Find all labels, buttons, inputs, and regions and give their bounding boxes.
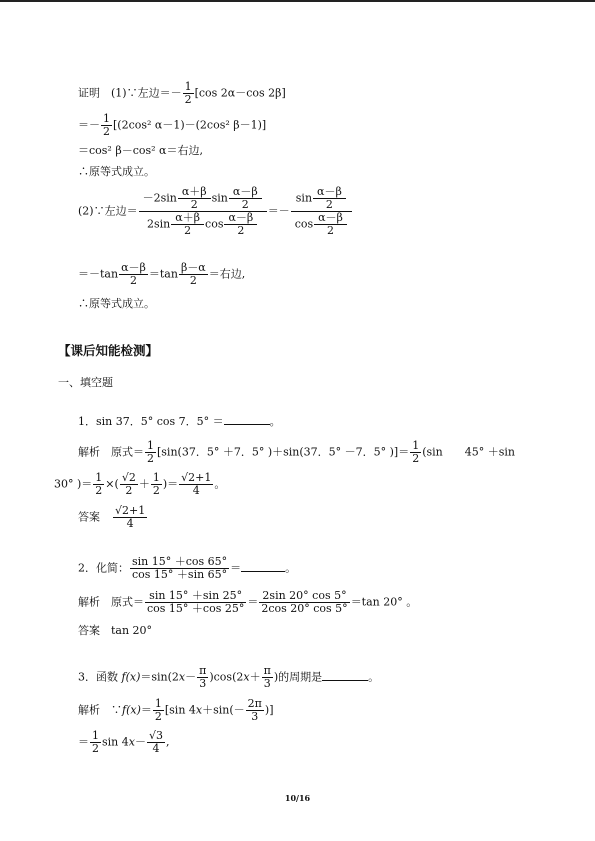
text: ＝: [247, 595, 259, 609]
text: 。: [214, 477, 226, 491]
fraction-half: [153, 698, 164, 723]
fraction-half: [410, 440, 421, 465]
fraction: [178, 186, 211, 211]
denominator: 3: [263, 677, 271, 690]
denominator: 2: [154, 710, 162, 723]
numerator: α＋β: [171, 212, 204, 225]
denominator: 2: [125, 484, 133, 497]
denominator: 2: [129, 274, 137, 287]
text: ＝tan: [148, 267, 178, 281]
denominator: cos 15° ＋cos 25°: [147, 602, 245, 615]
fraction: [313, 186, 346, 211]
numerator: √2+1: [115, 504, 146, 517]
text: 2．化简：: [78, 561, 129, 575]
function-name: f(x): [121, 670, 141, 684]
numerator: sin 15° ＋sin 25°: [145, 590, 246, 603]
text: －: [185, 670, 197, 684]
proof-part-2: [78, 186, 353, 237]
q2-answer: 答案 tan 20°: [78, 624, 153, 637]
text: ＝－: [267, 204, 290, 218]
var-x: x: [243, 670, 250, 684]
denominator: 2: [92, 742, 99, 755]
numerator: 1: [95, 471, 103, 484]
text: cos: [294, 217, 314, 231]
fraction: [119, 262, 148, 287]
fraction: [229, 186, 262, 211]
text: 。: [269, 415, 281, 428]
text: sin: [295, 191, 313, 205]
denominator: 3: [199, 677, 207, 690]
q2-stem: [78, 556, 296, 581]
text: －2sin: [142, 191, 177, 205]
numerator: α－β: [229, 186, 262, 199]
numerator: 2sin 20° cos 5°: [259, 590, 349, 603]
denominator: 4: [192, 484, 200, 497]
denominator: 2: [327, 224, 335, 237]
text: 3．函数: [78, 670, 122, 684]
text: [sin 4: [164, 703, 196, 717]
numerator: 1: [152, 471, 160, 484]
numerator: 1: [103, 112, 110, 125]
fraction-result: [179, 472, 213, 497]
proof-line-3: ＝cos² β－cos² α＝右边,: [78, 144, 203, 157]
big-denominator: [291, 212, 352, 237]
q3-stem: [78, 665, 379, 690]
fraction: [179, 262, 208, 287]
big-denominator: [139, 212, 267, 237]
text: ＝右边,: [208, 267, 246, 281]
numerator: √3: [148, 729, 163, 742]
fraction: [130, 556, 229, 581]
proof-line-2: [78, 113, 266, 138]
text: 2sin: [147, 217, 171, 231]
q3-jiexi: [78, 698, 274, 723]
numerator: 2π: [247, 697, 262, 710]
denominator: 2: [237, 224, 245, 237]
page-number: 10/16: [284, 793, 311, 803]
fraction-answer: [113, 505, 147, 530]
function-name: f(x): [122, 703, 141, 717]
denominator: 2: [412, 452, 420, 465]
text: ＝－tan: [78, 267, 119, 281]
text: [cos 2α－cos 2β]: [194, 86, 286, 100]
fraction-half: [90, 730, 101, 755]
var-x: x: [128, 735, 135, 749]
proof-line-1: [78, 81, 286, 106]
denominator: 2: [189, 274, 197, 287]
fraction: [171, 212, 204, 237]
numerator: 1: [147, 439, 154, 452]
text: cos: [205, 217, 224, 231]
text: ＝: [140, 703, 152, 717]
text: sin 4: [102, 735, 129, 749]
text: 解析 ∵: [78, 703, 122, 717]
numerator: 1: [154, 697, 162, 710]
text: )的周期是: [273, 670, 323, 684]
q1-jiexi: [78, 440, 515, 465]
text: ＝: [78, 735, 89, 749]
fraction-half: [151, 472, 162, 497]
part-title: 一、填空题: [58, 376, 113, 389]
numerator: α－β: [224, 212, 257, 225]
denominator: 2: [325, 198, 333, 211]
numerator: 1: [412, 439, 420, 452]
denominator: 2: [103, 125, 110, 138]
text: 解析 原式＝: [78, 445, 144, 459]
answer-blank: [322, 671, 368, 681]
fraction-pi-over-3: [262, 665, 273, 690]
numerator: √2: [121, 471, 136, 484]
text: ＋sin(－: [202, 703, 245, 717]
fraction-2pi-over-3: [246, 698, 264, 723]
fraction: [314, 212, 347, 237]
denominator: 2: [95, 484, 103, 497]
numerator: α－β: [121, 261, 146, 274]
q1-jiexi-cont: [54, 472, 225, 497]
denominator: 3: [251, 710, 259, 723]
text: ＝tan 20° 。: [350, 595, 418, 609]
proof-tan-line: [78, 262, 245, 287]
text: 。: [368, 670, 380, 684]
text: ＝: [230, 561, 242, 575]
answer-blank: [241, 562, 285, 572]
numerator: 1: [184, 80, 192, 93]
denominator: cos 15° ＋sin 65°: [132, 568, 228, 581]
numerator: α－β: [314, 212, 347, 225]
fraction-sqrt2-over-2: [120, 472, 138, 497]
numerator: α＋β: [178, 186, 211, 199]
text: ＝－: [78, 118, 100, 132]
q2-jiexi: [78, 590, 417, 615]
text: ＋: [138, 477, 150, 491]
denominator: 4: [152, 742, 160, 755]
numerator: sin 15° ＋cos 65°: [132, 555, 228, 568]
numerator: β－α: [180, 261, 206, 274]
fraction-half: [101, 113, 112, 138]
big-fraction-2: [291, 186, 352, 237]
text: 30° )＝: [54, 477, 93, 491]
text: sin: [211, 191, 228, 205]
page-top-border: [0, 0, 595, 2]
text: 证明 (1)∵左边＝－: [78, 86, 182, 100]
text: 1．sin 37．5° cos 7．5° ＝: [78, 415, 224, 428]
numerator: π: [263, 664, 271, 677]
text: (2)∵左边＝: [78, 204, 138, 218]
q1-stem: [78, 415, 281, 428]
text: )cos(2: [209, 670, 244, 684]
fraction: [259, 590, 349, 615]
text: [sin(37．5° ＋7．5° )＋sin(37．5° －7．5° )]＝: [157, 445, 410, 459]
answer-label: 答案: [78, 510, 100, 524]
denominator: 4: [126, 517, 134, 530]
denominator: 2cos 20° cos 5°: [261, 602, 348, 615]
denominator: 2: [152, 484, 160, 497]
text: －: [134, 735, 146, 749]
text: ×(: [105, 477, 119, 491]
fraction: [145, 590, 246, 615]
denominator: 2: [184, 93, 192, 106]
proof-line-4: ∴原等式成立。: [78, 165, 155, 178]
text: 。: [285, 561, 297, 575]
denominator: 2: [241, 198, 249, 211]
text: ,: [165, 735, 170, 749]
var-x: x: [195, 703, 203, 717]
fraction-pi-over-3: [197, 665, 208, 690]
denominator: 2: [147, 452, 154, 465]
text: 解析 原式＝: [78, 595, 144, 609]
numerator: √2+1: [181, 471, 212, 484]
text: )]: [264, 703, 274, 717]
var-x: x: [178, 670, 186, 684]
numerator: 1: [92, 729, 99, 742]
text: ＋: [249, 670, 261, 684]
answer-blank: [224, 415, 270, 425]
fraction-half: [183, 81, 194, 106]
big-numerator: [139, 186, 267, 212]
big-numerator: [291, 186, 352, 212]
q3-last-line: [78, 730, 169, 755]
fraction-half: [93, 472, 104, 497]
q1-answer: [78, 505, 148, 530]
fraction-sqrt3-over-4: [147, 730, 165, 755]
fraction: [224, 212, 257, 237]
text: (sin 45° ＋sin: [422, 445, 515, 459]
denominator: 2: [184, 224, 192, 237]
text: [(2cos² α－1)－(2cos² β－1)]: [113, 118, 267, 132]
denominator: 2: [190, 198, 198, 211]
numerator: α－β: [313, 186, 346, 199]
fraction-half: [145, 440, 156, 465]
text: ＝sin(2: [140, 670, 179, 684]
numerator: π: [199, 664, 207, 677]
text: )＝: [162, 477, 179, 491]
section-heading: 【课后知能检测】: [58, 343, 159, 358]
big-fraction: [139, 186, 267, 237]
proof-conclusion: ∴原等式成立。: [78, 297, 155, 310]
